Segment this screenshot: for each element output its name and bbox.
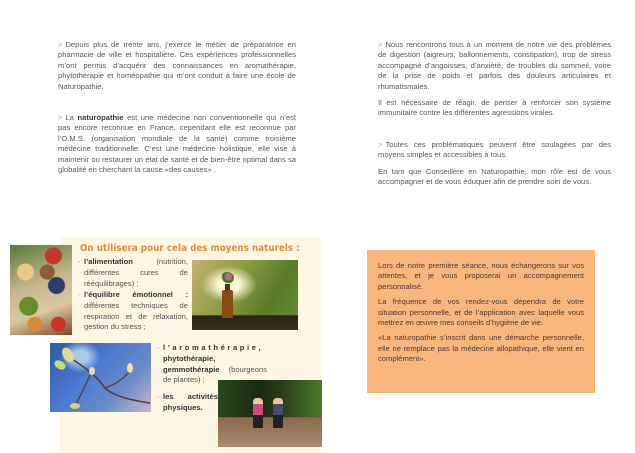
hiker-figure (253, 398, 263, 428)
list-item (157, 392, 218, 414)
list-item (78, 257, 188, 289)
intro-text: Depuis plus de trente ans, j’exerce le métier de préparatrice en pharmacie de ville et hospitalière. Ces expériences professionnelles m’ont permis d’acquérir des connaissances en aromathérapie, phytothérapie et homéopathie qui m’ont conduit à faire une école de Naturopathie. (58, 40, 296, 91)
budding-branch-photo (50, 343, 151, 412)
bullet-icon: - (78, 257, 81, 266)
frequency-paragraph: La fréquence de vos rendez-vous dépendra de votre situation personnelle, et de l’application avec laquelle vous mettrez en œuvre mes conseils d’hygiène de vie. (378, 297, 584, 328)
item-text: (nutrition, différentes cures de rééquilibrages) ; (84, 257, 188, 288)
item-term: phytothérapie, gemmothérapie (163, 353, 220, 374)
item-text: différentes techniques de respiration et de relaxation, gestion du stress ; (84, 300, 188, 332)
bullet-icon: - (157, 392, 160, 401)
highlight-box (367, 250, 595, 393)
disclaimer-quote: «La naturopathie s’inscrit dans une démarche personnelle, elle ne remplace pas la médecine allopathique, elle vient en complément». (378, 333, 584, 364)
bottle-glass (222, 290, 233, 318)
bullet-icon: - (157, 343, 160, 352)
arrow-icon: > (58, 113, 63, 123)
naturopathy-lead: La (65, 113, 78, 123)
item-term: l’alimentation (84, 257, 133, 266)
hiker-figure (273, 398, 283, 428)
list-item (157, 343, 267, 386)
natural-means-title: On utilisera pour cela des moyens naturels : (80, 243, 300, 254)
problems-text: Nous rencontrons tous à un moment de notre vie des problèmes de digestion (aigreurs, ballonnements, constipation), trop de stress accompagné d’angoisses, d’anxiété, de troubles du sommeil, voire de la prise de poids et parfois des douleurs articulaires et rhumatismales. (378, 40, 611, 91)
arrow-icon: > (378, 40, 383, 49)
problems-paragraph (378, 40, 611, 92)
item-text: (bourgeons de plantes) ; (163, 364, 267, 385)
flower-icon (220, 272, 234, 284)
item-term: l’aromathérapie, (163, 343, 264, 352)
react-paragraph: Il est nécessaire de réagir, de penser à renforcer son système immunitaire contre les différentes agressions virales. (378, 98, 611, 118)
bullet-icon: - (78, 290, 81, 299)
first-session-paragraph: Lors de notre première séance, nous échangerons sur vos attentes, et je vous proposerai un accompagnement personnalisé. (378, 261, 584, 291)
item-term: les activités physiques. (163, 392, 218, 412)
hikers-photo (218, 380, 322, 447)
solutions-paragraph (378, 140, 611, 161)
right-column (378, 40, 611, 187)
left-column (58, 40, 296, 175)
list-item (78, 290, 188, 333)
role-paragraph: En tant que Conseillère en Naturopathie, mon rôle est de vous accompagner et de vous éduquer afin de prendre soin de vous. (378, 166, 611, 187)
arrow-icon: > (58, 40, 63, 49)
solutions-text: Toutes ces problématiques peuvent être soulagées par des moyens simples et accessibles à tous. (378, 139, 611, 160)
naturopathy-term: naturopathie (77, 113, 124, 123)
food-photo (10, 245, 72, 335)
arrow-icon: > (378, 139, 383, 149)
branch-drawing (50, 343, 151, 412)
intro-paragraph (58, 40, 296, 92)
naturopathy-paragraph (58, 113, 296, 175)
essential-oil-bottle-photo (192, 260, 298, 330)
naturopathy-text: est une médecine non conventionnelle qui n’est pas encore reconnue en France, cependant elle est reconnue par l’O.M.S. (organisation mondiale de la santé) comme troisième médecine traditionnelle. C’est une médecine holistique, elle vise à maintenir ou restaurer un état de santé et de bien-être optimal dans sa globalité en cherchant la cause «des causes» . (58, 113, 296, 175)
item-term: l’équilibre émotionnel : (84, 290, 188, 299)
